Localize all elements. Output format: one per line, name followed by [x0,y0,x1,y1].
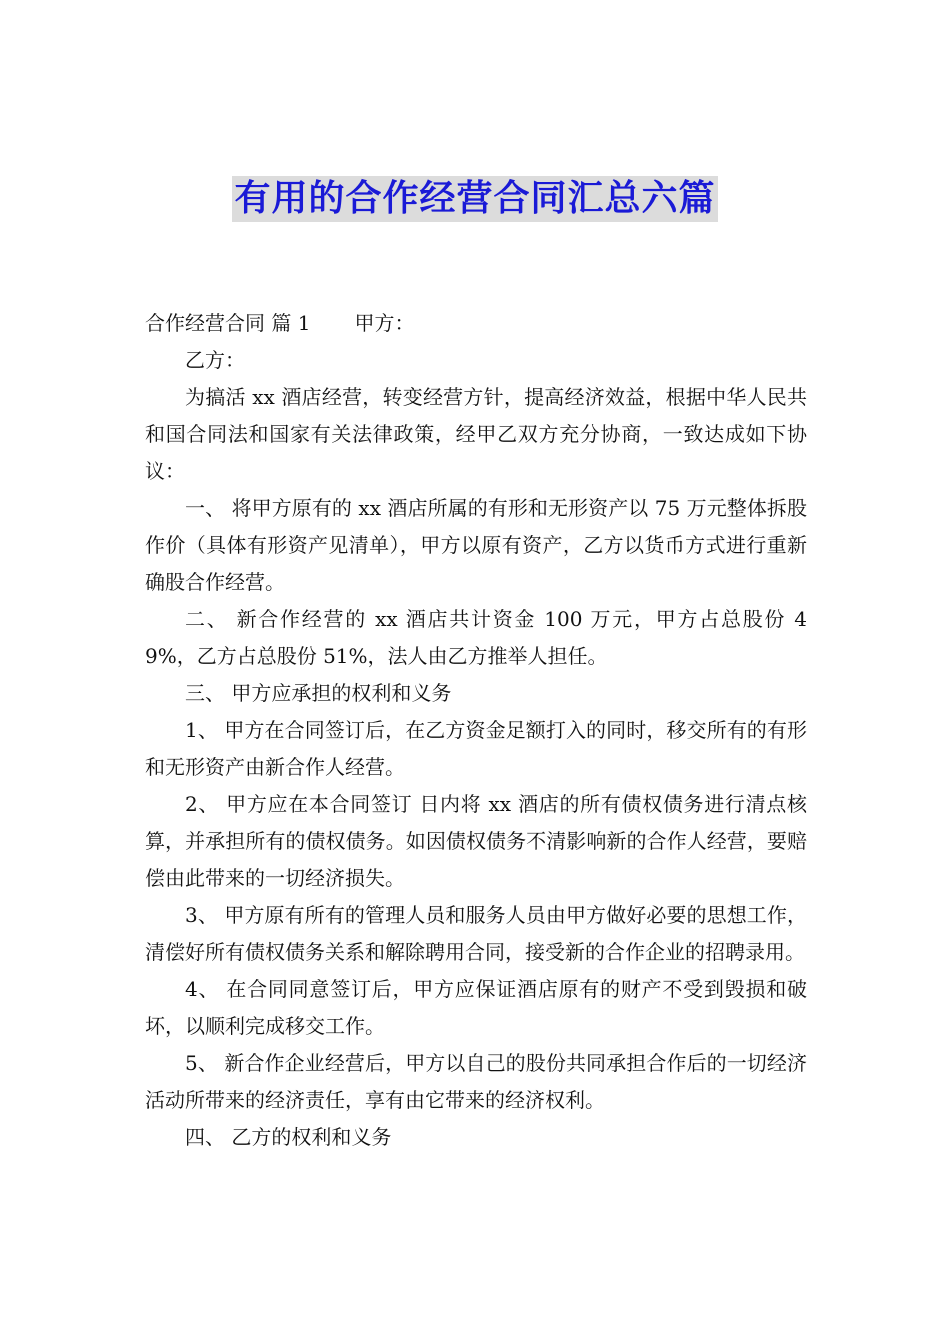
paragraph: 三、 甲方应承担的权利和义务 [185,681,452,705]
paragraph: 为搞活 xx 酒店经营，转变经营方针，提高经济效益，根据中华人民共和国合同法和国家有关法律政策，经甲乙双方充分协商，一致达成如下协议： [145,385,807,483]
paragraph: 5、 新合作企业经营后，甲方以自己的股份共同承担合作后的一切经济活动所带来的经济责任，享有由它带来的经济权利。 [145,1051,807,1112]
paragraph: 二、 新合作经营的 xx 酒店共计资金 100 万元，甲方占总股份 49%，乙方占总股份 51%，法人由乙方推举人担任。 [145,607,807,668]
paragraph: 乙方： [185,348,245,372]
paragraph: 2、 甲方应在本合同签订 日内将 xx 酒店的所有债权债务进行清点核算，并承担所有的债权债务。如因债权债务不清影响新的合作人经营，要赔偿由此带来的一切经济损失。 [145,792,807,890]
document-title: 有用的合作经营合同汇总六篇 [232,176,717,222]
contract-section-label: 合作经营合同 篇 1 [145,311,311,335]
document-body [145,305,807,1156]
paragraph: 1、 甲方在合同签订后，在乙方资金足额打入的同时，移交所有的有形和无形资产由新合作人经营。 [145,718,807,779]
paragraph: 一、 将甲方原有的 xx 酒店所属的有形和无形资产以 75 万元整体拆股作价（具体有形资产见清单），甲方以原有资产，乙方以货币方式进行重新确股合作经营。 [145,496,807,594]
paragraph: 四、 乙方的权利和义务 [185,1125,392,1149]
contract-heading-line [145,305,807,342]
paragraph: 3、 甲方原有所有的管理人员和服务人员由甲方做好必要的思想工作，清偿好所有债权债务关系和解除聘用合同，接受新的合作企业的招聘录用。 [145,903,807,964]
party-a-label: 甲方： [354,311,415,335]
paragraph: 4、 在合同同意签订后，甲方应保证酒店原有的财产不受到毁损和破坏，以顺利完成移交工作。 [145,977,807,1038]
title-container [0,176,950,222]
